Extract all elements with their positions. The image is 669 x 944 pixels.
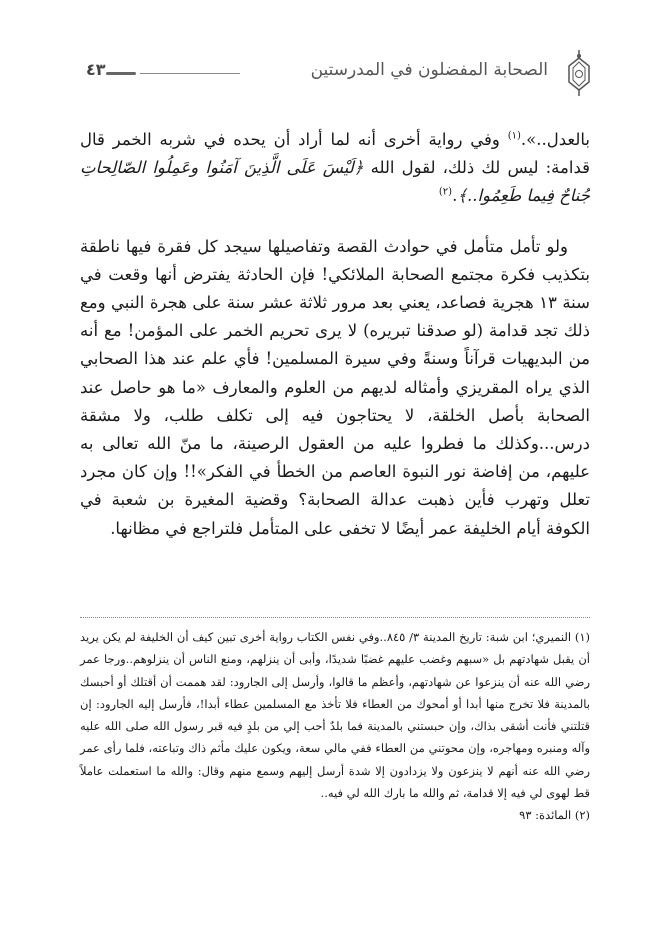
body-text: [80, 126, 590, 543]
paragraph-1-text: وفي رواية أخرى أنه لما أراد أن يحده في شربه الخمر قال قدامة: ليس لك ذلك، لقول الله: [80, 130, 591, 178]
paragraph-1-start: بالعدل..».: [520, 130, 590, 149]
page-number: ٤٣: [86, 60, 106, 79]
footnote-ref-1: (١): [507, 130, 521, 142]
running-title: الصحابة المفضلون في المدرستين: [310, 60, 548, 80]
quran-verse: ﴿لَيْسَ عَلَى الَّذِينَ آمَنُوا وعَمِلُوا الصّالِحاتِ جُناحٌ فِيما طَعِمُوا..﴾: [80, 158, 590, 206]
footnotes: [80, 626, 590, 827]
paragraph-1-end: .: [452, 186, 458, 206]
footnote-1: (١) النميري؛ ابن شبة: تاريخ المدينة ٣/ ٨٤٥..وفي نفس الكتاب رواية أخرى تبين كيف أن الخليفة لم يكن يريد أن يقبل شهادتهم بل «سبهم وغضب عليهم غضبًا شديدًا، وأبى أن ينزلهم، ومنع الناس أن ينزلوهم..ورجا عمر رضي الله عنه أن ينزعوا عن شهادتهم، وأعظم ما قالوا، وأرسل إلى الجارود: لقد هممت أن أقتلك أو أحبسك بالمدينة فلا تخرج منها أبدا أو أمحوك من العطاء فلا تأخذ مع المسلمين عطاء أبدا!، فأرسل إليه الجارود: إن قتلتني فأنت أشقى بذاك، وإن حبستني بالمدينة فما بلدٌ أحب إلي من بلدٍ فيه قبر رسول الله صلى الله عليه وآله ومنبره ومهاجره، وإن محوتني من العطاء ففي مالي سعة، ويكون عليك مأثم ذاك وتباعته، فلما رأى عمر رضي الله عنه أنهم لا ينزعون ولا يزدادون إلا شدة أرسل إليهم وسمع منهم وقال: والله ما استعملت عاملاً قط لهوى لي فيه إلا قدامة، ثم والله ما بارك الله لي فيه..: [80, 630, 591, 801]
paragraph-2: ولو تأمل متأمل في حوادث القصة وتفاصيلها سيجد كل فقرة فيها ناطقة بتكذيب فكرة مجتمع الصحابة الملائكي! فإن الحادثة يفترض أنها وقعت في سنة ١٣ هجرية فصاعد، يعني بعد مرور ثلاثة عشر سنة على هجرة النبي ومع ذلك تجد قدامة (لو صدقنا تبريره) لا يرى تحريم الخمر على المؤمن! مع أنه من البديهيات قرآناً وسنةً وفي سيرة المسلمين! فأي علم عند هذا الصحابي الذي يراه المقريزي وأمثاله لديهم من العلوم والمعارف «ما هو حاصل عند الصحابة بأصل الخلقة، لا يحتاجون فيه إلى تكلف طلب، ولا مشقة درس...وكذلك ما فطروا عليه من العقول الرصينة، ما منّ الله تعالى به عليهم، من إفاضة نور النبوة العاصم من الخطأ في الفكر»!! وإن كان مجرد تعلل وتهرب فأين ذهبت عدالة الصحابة؟ وقضية المغيرة بن شعبة في الكوفة أيام الخليفة عمر أيضًا لا تخفى على المتأمل فلتراجع في مظانها.: [80, 236, 590, 538]
footnote-ref-2: (٢): [438, 186, 453, 198]
footnote-2: (٢) المائدة: ٩٣: [519, 808, 590, 823]
footnote-separator: [80, 617, 590, 618]
page-header: [0, 42, 669, 102]
paragraph-1: [80, 126, 590, 211]
header-rule: [140, 73, 240, 74]
lantern-ornament-icon: [566, 50, 592, 96]
